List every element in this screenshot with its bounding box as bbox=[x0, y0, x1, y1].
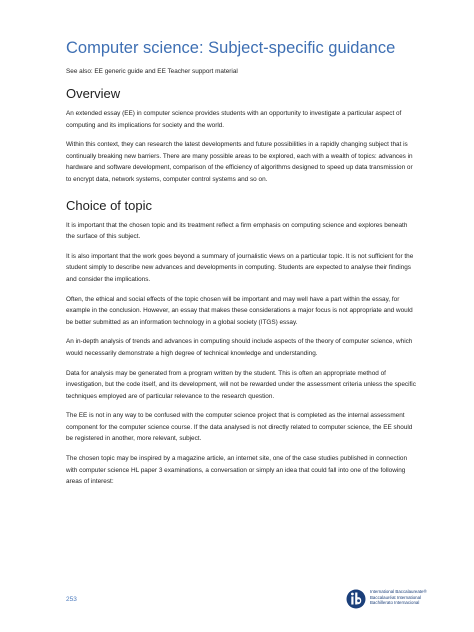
logo-line-es: Bachillerato Internacional bbox=[370, 600, 420, 606]
paragraph: Often, the ethical and social effects of the topic chosen will be important and may well have a part within the essay, for example in the conclusion. However, an essay that makes these considerations a major focus is not appropriate and would be better submitted as an information technology in a global society (ITGS) essay. bbox=[66, 295, 413, 326]
ib-logo-icon bbox=[346, 588, 366, 610]
paragraph: An in-depth analysis of trends and advances in computing should include aspects of the theory of computer science, which would necessarily demonstrate a high degree of technical knowledge and understanding. bbox=[66, 338, 413, 357]
see-also-note: See also: EE generic guide and EE Teacher support material bbox=[66, 68, 238, 75]
page-title: Computer science: Subject-specific guidance bbox=[66, 39, 396, 57]
paragraph: The chosen topic may be inspired by a magazine article, an internet site, one of the case studies published in connection with computer science HL paper 3 examinations, a conversation or simply an idea that could fall into one of the following areas of interest: bbox=[66, 455, 408, 486]
paragraph: It is important that the chosen topic and its treatment reflect a firm emphasis on computing science and explores beneath the surface of this subject. bbox=[66, 221, 408, 241]
ib-logo-text bbox=[370, 589, 427, 606]
page-number: 253 bbox=[66, 596, 77, 603]
choice-of-topic-section bbox=[66, 220, 416, 488]
paragraph: Within this context, they can research the latest developments and future possibilities in a rapidly changing subject that is continually breaking new barriers. There are many possible areas to be explored, each with a wealth of topics: advances in hardware and software development, comparison of the efficiency of algorithms designed to speed up data transmission or to encrypt data, network systems, computer control systems and so on. bbox=[66, 141, 413, 183]
paragraph: It is also important that the work goes beyond a summary of journalistic views on a particular topic. It is not sufficient for the student simply to describe new advances and developments in computing. Students are expected to analyse their findings and consider the implications. bbox=[66, 252, 414, 283]
section-heading-choice-of-topic: Choice of topic bbox=[66, 197, 152, 213]
logo-line-en: International Baccalaureate® bbox=[370, 589, 427, 594]
overview-section bbox=[66, 108, 416, 186]
paragraph: The EE is not in any way to be confused with the computer science project that is completed as the internal assessment component for the computer science course. If the data analysed is not directly related to computer science, the EE should be registered in another, more relevant, subject. bbox=[66, 412, 413, 443]
paragraph: Data for analysis may be generated from a program written by the student. This is often an appropriate method of investigation, but the code itself, and its development, will not be rewarded under the assessment criteria unless the specific techniques employed are of particular relevance to the research question. bbox=[66, 369, 416, 400]
section-heading-overview: Overview bbox=[66, 86, 121, 101]
page-content bbox=[66, 38, 416, 488]
paragraph: An extended essay (EE) in computer science provides students with an opportunity to investigate a particular aspect of computing and its implications for society and the world. bbox=[66, 110, 402, 129]
logo-line-fr: Baccalauréat International bbox=[370, 594, 422, 600]
